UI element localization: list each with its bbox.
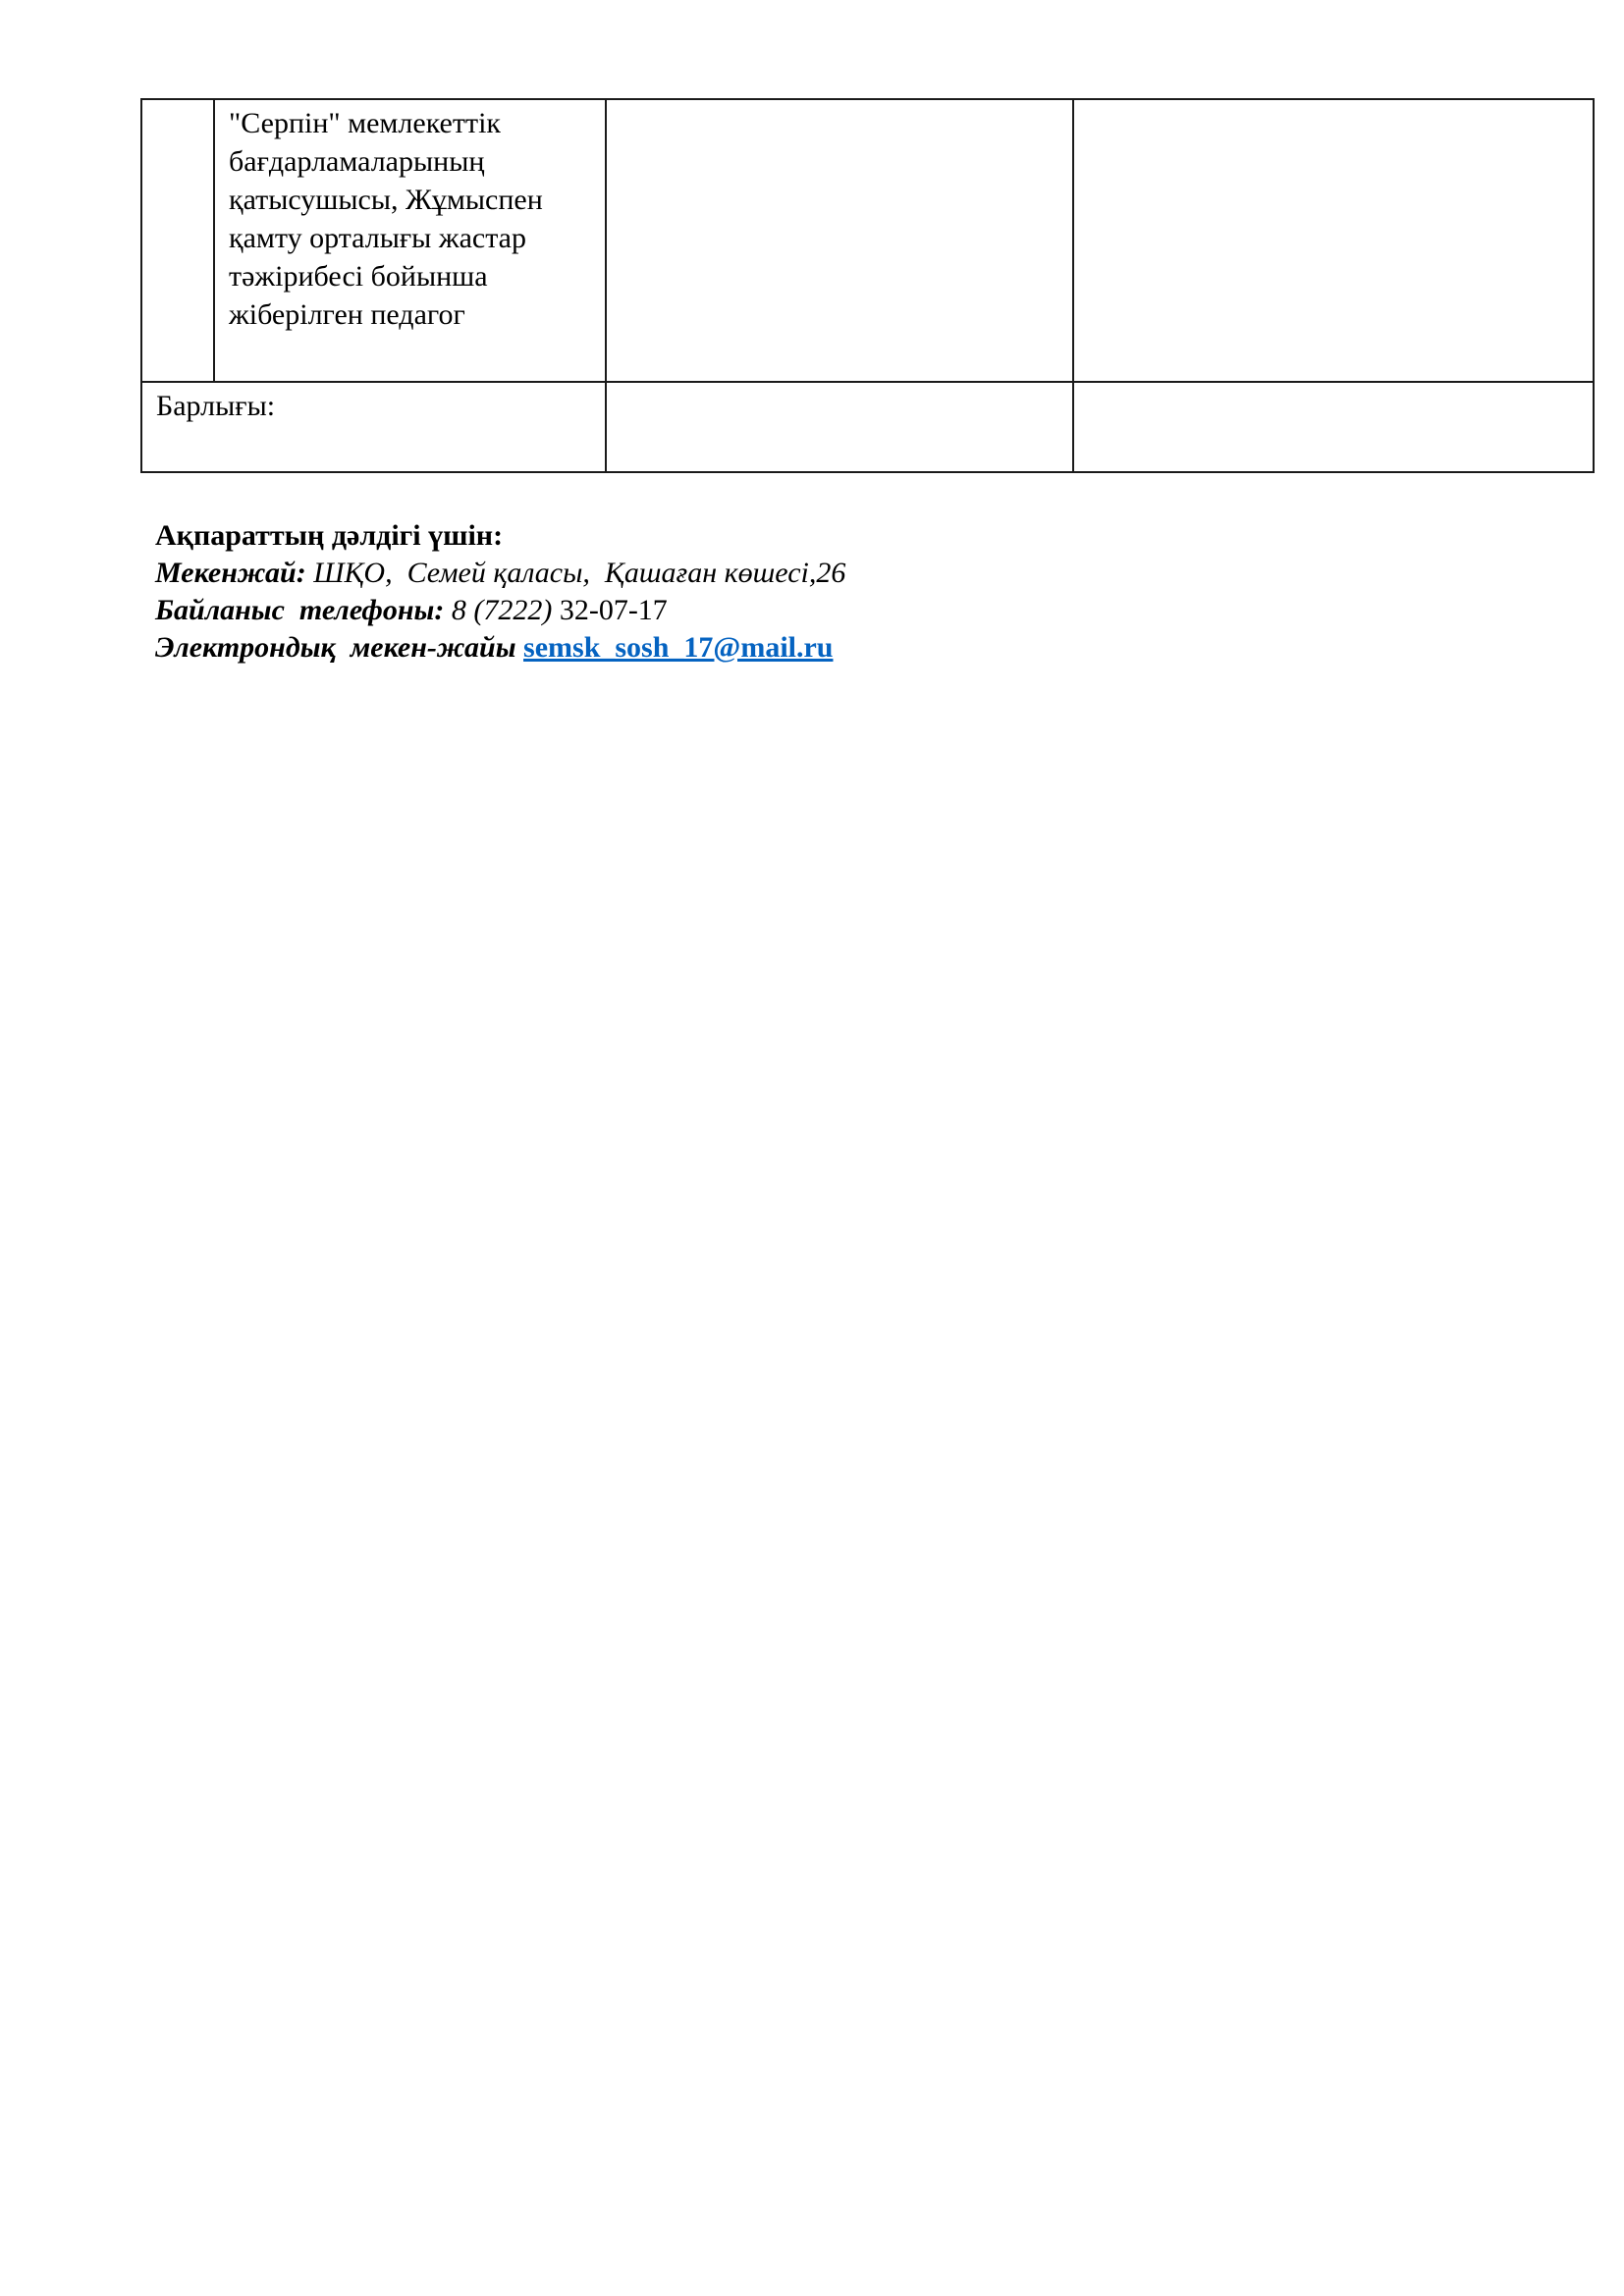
address-line	[155, 555, 845, 592]
category-cell	[214, 99, 606, 382]
row-number-cell	[141, 99, 214, 382]
total-value-col3	[606, 382, 1073, 472]
address-value: ШҚО, Семей қаласы, Қашаған көшесі,26	[305, 557, 846, 589]
address-label: Мекенжай:	[155, 557, 306, 589]
email-label: Электрондық мекен-жайы	[155, 631, 516, 664]
total-label-cell	[141, 382, 606, 472]
total-value-col4	[1073, 382, 1594, 472]
phone-code: 8 (7222)	[444, 594, 553, 626]
info-heading: Ақпараттың дәлдігі үшін:	[155, 519, 504, 552]
total-label: Барлығы:	[156, 390, 276, 422]
email-line	[155, 629, 845, 667]
category-text: "Серпін" мемлекеттік бағдарламаларының қатысушысы, Жұмыспен қамту орталығы жастар тәжірибесі бойынша жіберілген педагог	[229, 107, 543, 331]
total-row	[141, 382, 1594, 472]
table-row	[141, 99, 1594, 382]
data-table	[140, 98, 1595, 473]
contact-info-block	[155, 517, 845, 667]
email-link[interactable]: semsk_sosh_17@mail.ru	[523, 631, 834, 664]
value-cell-col3	[606, 99, 1073, 382]
value-cell-col4	[1073, 99, 1594, 382]
phone-label: Байланыс телефоны:	[155, 594, 445, 626]
phone-number: 32-07-17	[552, 594, 668, 626]
phone-line	[155, 592, 845, 629]
